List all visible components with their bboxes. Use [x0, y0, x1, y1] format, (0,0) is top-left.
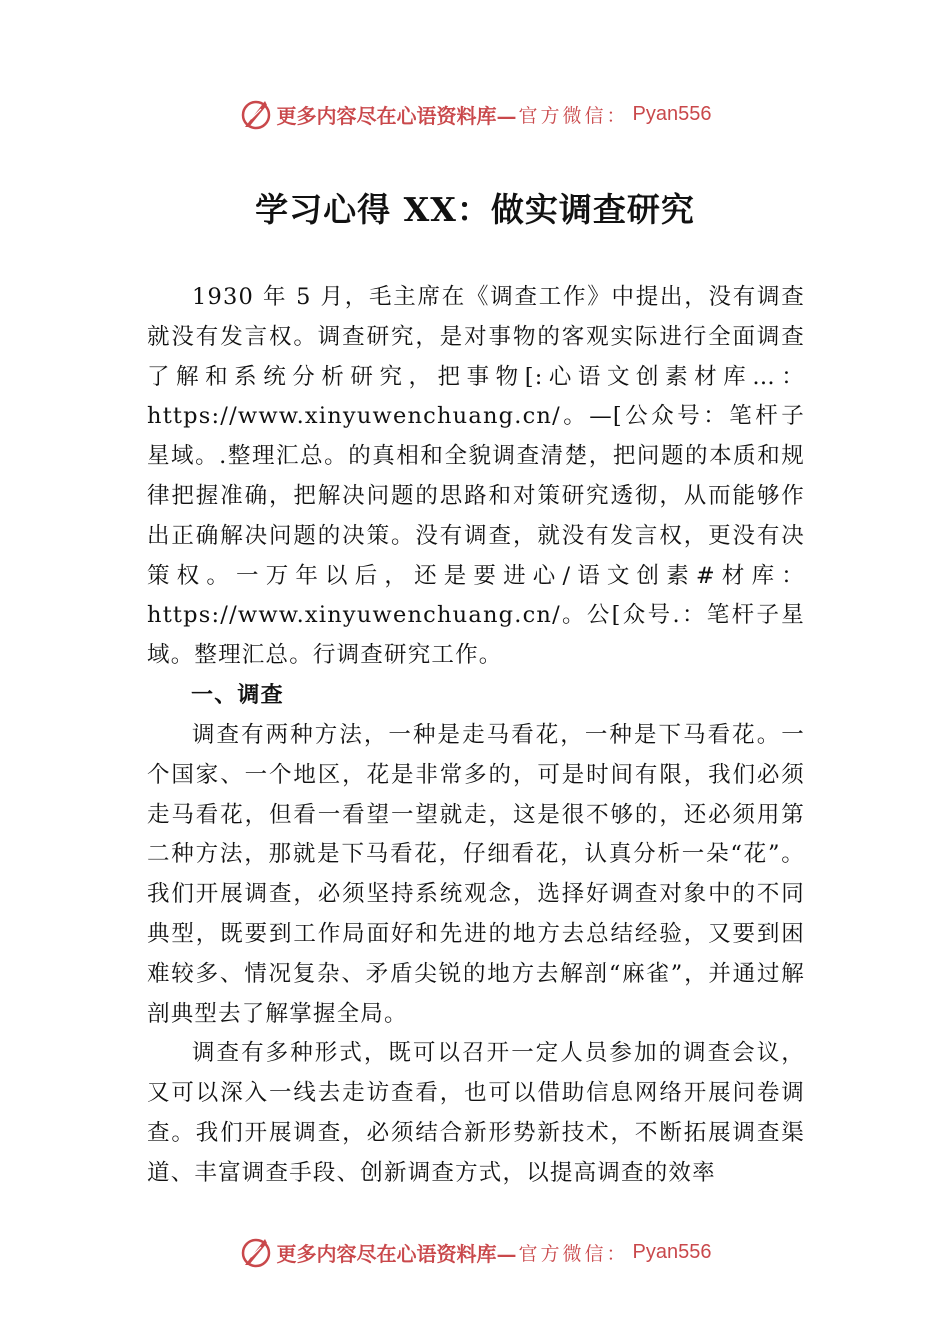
paragraph-forms: 调查有多种形式，既可以召开一定人员参加的调查会议，又可以深入一线去走访查看，也可以借助信息网络开展问卷调查。我们开展调查，必须结合新形势新技术，不断拓展调查渠道、丰富调查手段、创新调查方式，以提高调查的效率: [147, 1040, 805, 1186]
watermark-main-text: 更多内容尽在心语资料库—: [276, 103, 517, 128]
watermark-wechat-label: 官方微信：: [518, 104, 629, 127]
watermark-wechat-label: 官方微信：: [518, 1242, 629, 1265]
paragraph-methods: 调查有两种方法，一种是走马看花，一种是下马看花。一个国家、一个地区，花是非常多的，可是时间有限，我们必须走马看花，但看一看望一望就走，这是很不够的，还必须用第二种方法，那就是下马看花，仔细看花，认真分析一朵“花”。我们开展调查，必须坚持系统观念，选择好调查对象中的不同典型，既要到工作局面好和先进的地方去总结经验，又要到困难较多、情况复杂、矛盾尖锐的地方去解剖“麻雀”，并通过解剖典型去了解掌握全局。: [147, 721, 805, 1027]
section-heading: 一、调查: [191, 682, 284, 708]
quill-pen-logo-icon: [239, 97, 273, 131]
quill-pen-logo-icon: [239, 1235, 273, 1269]
document-body: [147, 278, 805, 1194]
watermark-banner-top: [0, 94, 950, 134]
paragraph-intro: 1930 年 5 月，毛主席在《调查工作》中提出，没有调查就没有发言权。调查研究，是对事物的客观实际进行全面调查了解和系统分析研究，把事物[:心语文创素材库…：https://www.xinyuwenchuang.cn/。—[公众号：笔杆子星域。.整理汇总。的真相和全貌调查清楚，把问题的本质和规律把握准确，把解决问题的思路和对策研究透彻，从而能够作出正确解决问题的决策。没有调查，就没有发言权，更没有决策权。一万年以后，还是要进心/语文创素#材库：https://www.xinyuwenchuang.cn/。公[众号.：笔杆子星域。整理汇总。行调查研究工作。: [147, 284, 805, 669]
watermark-banner-bottom: [0, 1232, 950, 1272]
watermark-wechat-id: Pyan556: [632, 102, 712, 125]
watermark-wechat-id: Pyan556: [632, 1240, 712, 1263]
watermark-main-text: 更多内容尽在心语资料库—: [276, 1241, 517, 1266]
document-title: 学习心得 XX：做实调查研究: [255, 190, 695, 229]
